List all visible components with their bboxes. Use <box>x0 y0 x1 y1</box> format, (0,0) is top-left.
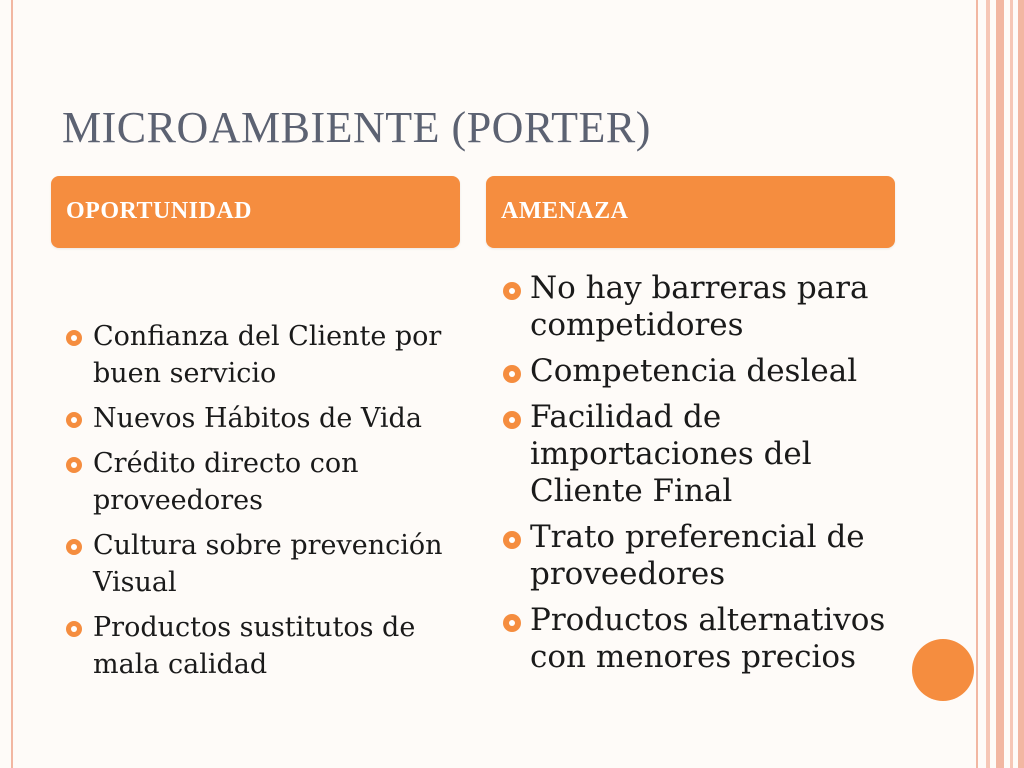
circle-bullet-icon <box>66 412 82 428</box>
list-item-text: Competencia desleal <box>530 353 858 389</box>
amenaza-list <box>501 270 901 685</box>
circle-bullet-icon <box>503 282 521 300</box>
right-rule-1 <box>976 0 978 768</box>
right-rule-5 <box>1018 0 1024 768</box>
list-item-text: Nuevos Hábitos de Vida <box>93 403 422 434</box>
right-decorative-rules <box>976 0 1024 768</box>
list-item <box>64 609 464 683</box>
list-item <box>64 527 464 601</box>
circle-bullet-icon <box>66 539 82 555</box>
right-rule-3 <box>996 0 1004 768</box>
list-item <box>501 399 901 510</box>
amenaza-header <box>486 176 895 248</box>
decorative-circle <box>912 639 974 701</box>
list-item <box>64 445 464 519</box>
circle-bullet-icon <box>503 531 521 549</box>
list-item-text: Facilidad de importaciones del Cliente Final <box>530 399 812 509</box>
list-item-text: Productos alternativos con menores precios <box>530 602 886 675</box>
list-item-text: Confianza del Cliente por buen servicio <box>93 321 442 389</box>
list-item-text: Crédito directo con proveedores <box>93 448 359 516</box>
list-item-text: Productos sustitutos de mala calidad <box>93 612 416 680</box>
right-rule-2 <box>986 0 990 768</box>
oportunidad-header-label: OPORTUNIDAD <box>66 198 252 224</box>
list-item-text: Trato preferencial de proveedores <box>530 519 865 592</box>
slide-title: MICROAMBIENTE (PORTER) <box>62 103 651 152</box>
oportunidad-header <box>51 176 460 248</box>
list-item-text: No hay barreras para competidores <box>530 270 869 343</box>
circle-bullet-icon <box>66 330 82 346</box>
list-item-text: Cultura sobre prevención Visual <box>93 530 443 598</box>
right-rule-4 <box>1010 0 1013 768</box>
left-decorative-rule <box>11 0 13 768</box>
list-item <box>501 353 901 390</box>
circle-bullet-icon <box>503 365 521 383</box>
circle-bullet-icon <box>503 411 521 429</box>
circle-bullet-icon <box>503 614 521 632</box>
list-item <box>501 519 901 593</box>
oportunidad-list <box>64 318 464 691</box>
list-item <box>501 602 901 676</box>
circle-bullet-icon <box>66 457 82 473</box>
list-item <box>501 270 901 344</box>
list-item <box>64 318 464 392</box>
amenaza-header-label: AMENAZA <box>501 198 629 224</box>
circle-bullet-icon <box>66 621 82 637</box>
list-item <box>64 400 464 437</box>
